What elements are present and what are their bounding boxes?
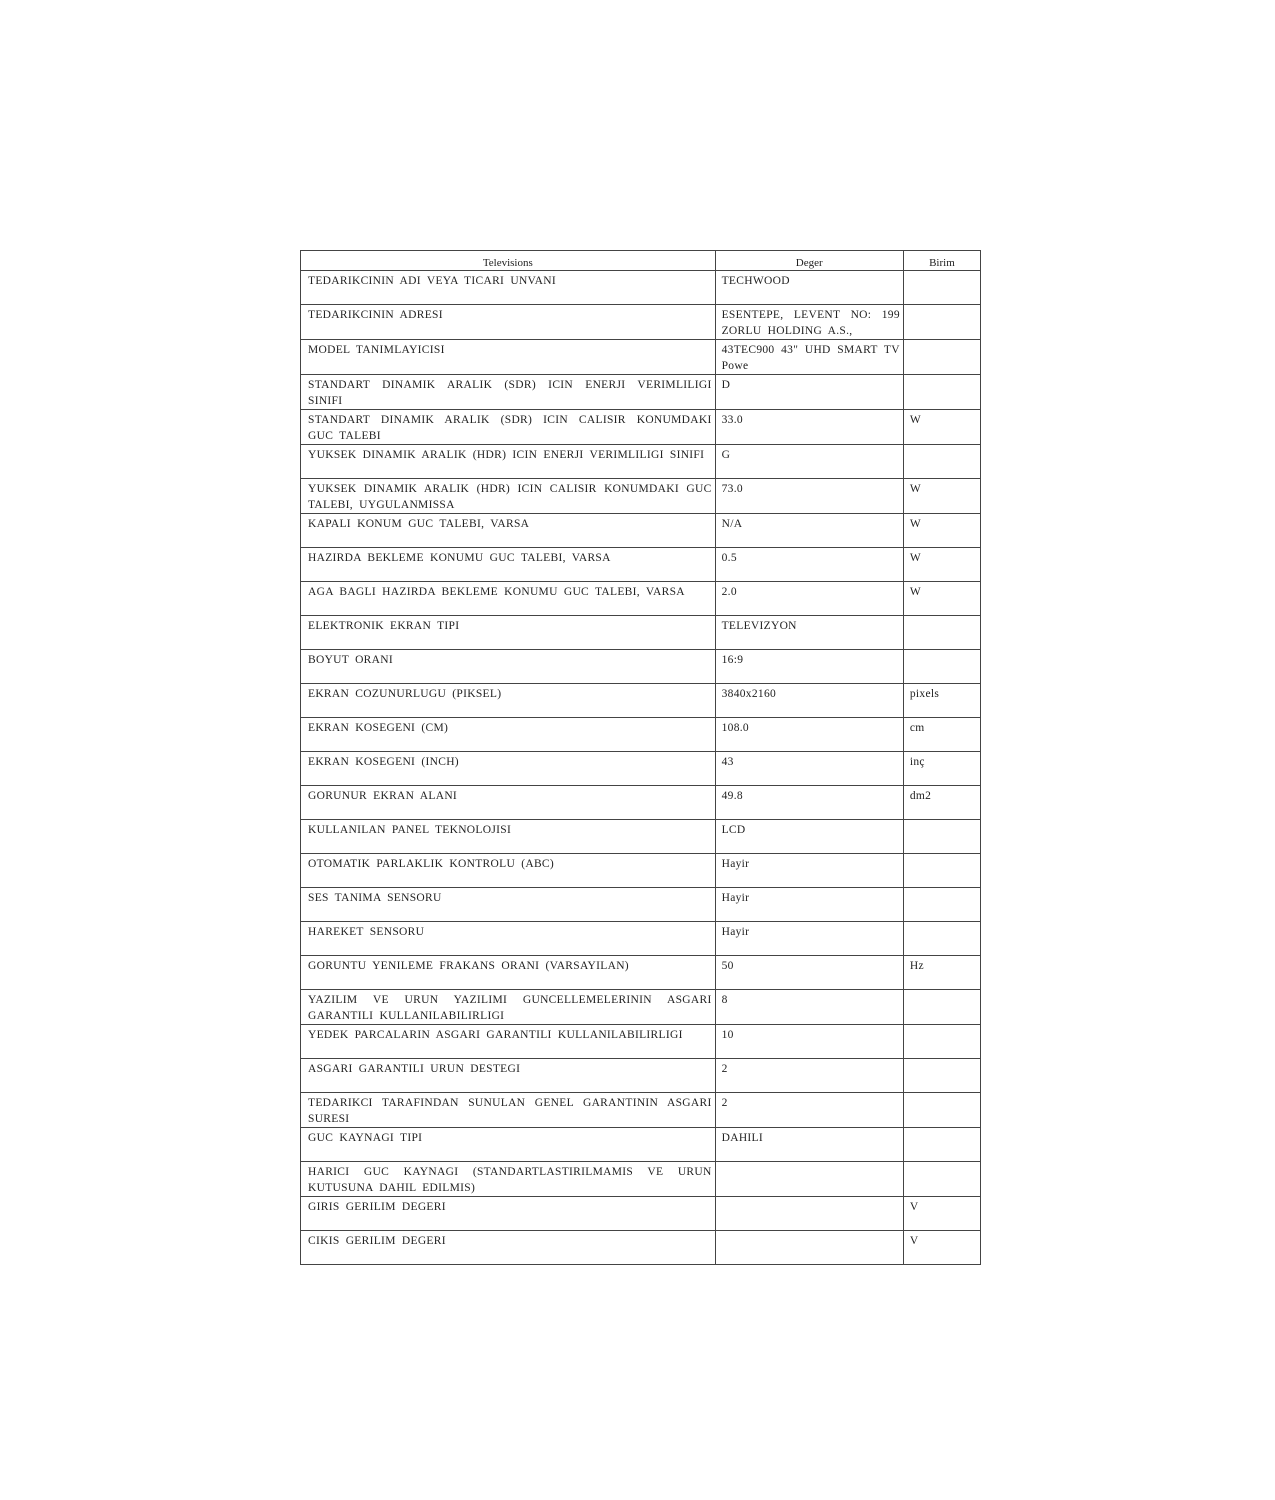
row-name: TEDARIKCI TARAFINDAN SUNULAN GENEL GARANTININ ASGARI SURESI: [308, 1097, 712, 1125]
row-value: 108.0: [721, 722, 749, 734]
row-name: HAZIRDA BEKLEME KONUMU GUC TALEBI, VARSA: [308, 552, 611, 564]
row-name: TEDARIKCININ ADI VEYA TICARI UNVANI: [308, 275, 557, 287]
row-value: LCD: [721, 824, 746, 836]
row-value: ESENTEPE, LEVENT NO: 199 ZORLU HOLDING A.S.,: [721, 309, 900, 337]
row-name: YEDEK PARCALARIN ASGARI GARANTILI KULLANILABILIRLIGI: [308, 1029, 683, 1041]
row-name: KULLANILAN PANEL TEKNOLOJISI: [308, 824, 512, 836]
row-name-cell: [301, 514, 716, 548]
row-value-cell: [715, 340, 903, 375]
row-unit: [904, 445, 980, 447]
row-value-cell: [715, 820, 903, 854]
row-value-cell: [715, 888, 903, 922]
row-unit: [904, 1162, 980, 1164]
row-value: 2: [721, 1097, 728, 1109]
row-name-cell: [301, 990, 716, 1025]
row-unit-cell: [903, 888, 980, 922]
table-row: [301, 1231, 981, 1265]
table-row: [301, 956, 981, 990]
row-name: EKRAN KOSEGENI (CM): [308, 722, 449, 734]
row-value: G: [721, 449, 731, 461]
row-unit-cell: [903, 956, 980, 990]
row-name: KAPALI KONUM GUC TALEBI, VARSA: [308, 518, 530, 530]
row-value-cell: [715, 650, 903, 684]
row-unit-cell: [903, 752, 980, 786]
row-unit: cm: [909, 722, 925, 734]
row-unit: [904, 271, 980, 273]
row-unit: [904, 888, 980, 890]
row-value-cell: [715, 1162, 903, 1197]
table-row: [301, 1093, 981, 1128]
row-value-cell: [715, 479, 903, 514]
row-value-cell: [715, 410, 903, 445]
product-info-table: [300, 250, 981, 1265]
row-name: YAZILIM VE URUN YAZILIMI GUNCELLEMELERININ ASGARI GARANTILI KULLANILABILIRLIGI: [308, 994, 712, 1022]
table-row: [301, 582, 981, 616]
row-unit-cell: [903, 548, 980, 582]
row-unit-cell: [903, 1059, 980, 1093]
row-value-cell: [715, 548, 903, 582]
row-unit-cell: [903, 271, 980, 305]
table-row: [301, 718, 981, 752]
table-row: [301, 1162, 981, 1197]
row-value: Hayir: [721, 858, 750, 870]
row-value: D: [721, 379, 731, 391]
row-name: STANDART DINAMIK ARALIK (SDR) ICIN ENERJI VERIMLILIGI SINIFI: [308, 379, 712, 407]
table-row: [301, 1197, 981, 1231]
table-header: [301, 251, 981, 271]
table-row: [301, 375, 981, 410]
row-name: HARICI GUC KAYNAGI (STANDARTLASTIRILMAMIS VE URUN KUTUSUNA DAHIL EDILMIS): [308, 1166, 712, 1194]
table-row: [301, 1025, 981, 1059]
row-unit: [904, 616, 980, 618]
row-unit: pixels: [909, 688, 940, 700]
row-name: YUKSEK DINAMIK ARALIK (HDR) ICIN ENERJI VERIMLILIGI SINIFI: [308, 449, 705, 461]
row-unit-cell: [903, 305, 980, 340]
row-value: [716, 1162, 903, 1164]
row-unit: [904, 820, 980, 822]
row-name: CIKIS GERILIM DEGERI: [308, 1235, 446, 1247]
row-value: [716, 1197, 903, 1199]
row-value: DAHILI: [721, 1132, 764, 1144]
row-value: [716, 1231, 903, 1233]
row-value: Hayir: [721, 892, 750, 904]
row-name-cell: [301, 305, 716, 340]
table-row: [301, 1059, 981, 1093]
row-name: EKRAN COZUNURLUGU (PIKSEL): [308, 688, 502, 700]
row-name: SES TANIMA SENSORU: [308, 892, 442, 904]
row-name: GUC KAYNAGI TIPI: [308, 1132, 423, 1144]
row-value: 2: [721, 1063, 728, 1075]
row-unit-cell: [903, 718, 980, 752]
header-televisions: Televisions: [301, 251, 716, 271]
row-unit: W: [909, 552, 922, 564]
row-value-cell: [715, 956, 903, 990]
row-unit-cell: [903, 786, 980, 820]
row-unit-cell: [903, 582, 980, 616]
table-row: [301, 514, 981, 548]
table-row: [301, 479, 981, 514]
row-unit: [904, 1093, 980, 1095]
row-unit: dm2: [909, 790, 932, 802]
row-value-cell: [715, 786, 903, 820]
table-row: [301, 445, 981, 479]
row-unit: [904, 375, 980, 377]
row-unit: [904, 340, 980, 342]
row-value-cell: [715, 922, 903, 956]
row-name-cell: [301, 922, 716, 956]
row-name: AGA BAGLI HAZIRDA BEKLEME KONUMU GUC TALEBI, VARSA: [308, 586, 685, 598]
row-value-cell: [715, 582, 903, 616]
row-value: TELEVIZYON: [721, 620, 797, 632]
row-value: 3840x2160: [721, 688, 777, 700]
row-name: GIRIS GERILIM DEGERI: [308, 1201, 446, 1213]
row-unit-cell: [903, 1093, 980, 1128]
row-value: 16:9: [721, 654, 744, 666]
row-value-cell: [715, 375, 903, 410]
row-value-cell: [715, 445, 903, 479]
row-unit-cell: [903, 820, 980, 854]
row-value: 0.5: [721, 552, 737, 564]
row-name-cell: [301, 956, 716, 990]
row-name-cell: [301, 854, 716, 888]
table-row: [301, 786, 981, 820]
table-row: [301, 922, 981, 956]
table-row: [301, 1128, 981, 1162]
table-body: [301, 271, 981, 1265]
row-value-cell: [715, 616, 903, 650]
row-unit-cell: [903, 650, 980, 684]
row-name-cell: [301, 548, 716, 582]
row-value: 43TEC900 43" UHD SMART TV Powe: [721, 344, 900, 372]
row-name-cell: [301, 1128, 716, 1162]
row-unit: W: [909, 414, 922, 426]
row-name-cell: [301, 718, 716, 752]
row-unit: [904, 1025, 980, 1027]
row-name: OTOMATIK PARLAKLIK KONTROLU (ABC): [308, 858, 555, 870]
row-value-cell: [715, 1128, 903, 1162]
table-row: [301, 305, 981, 340]
row-name-cell: [301, 1197, 716, 1231]
row-unit-cell: [903, 1197, 980, 1231]
header-deger: Deger: [715, 251, 903, 271]
row-name: STANDART DINAMIK ARALIK (SDR) ICIN CALISIR KONUMDAKI GUC TALEBI: [308, 414, 712, 442]
row-name-cell: [301, 616, 716, 650]
row-unit: Hz: [909, 960, 924, 972]
row-name-cell: [301, 786, 716, 820]
row-name-cell: [301, 410, 716, 445]
row-unit-cell: [903, 990, 980, 1025]
table-row: [301, 616, 981, 650]
row-name-cell: [301, 820, 716, 854]
row-unit-cell: [903, 854, 980, 888]
row-name-cell: [301, 1162, 716, 1197]
row-value-cell: [715, 1231, 903, 1265]
row-name-cell: [301, 445, 716, 479]
row-name-cell: [301, 582, 716, 616]
row-unit: W: [909, 518, 922, 530]
row-name-cell: [301, 752, 716, 786]
row-unit: [904, 854, 980, 856]
row-name: GORUNUR EKRAN ALANI: [308, 790, 458, 802]
row-value-cell: [715, 990, 903, 1025]
row-value-cell: [715, 752, 903, 786]
row-value-cell: [715, 854, 903, 888]
row-value: TECHWOOD: [721, 275, 790, 287]
row-value-cell: [715, 271, 903, 305]
row-name: GORUNTU YENILEME FRAKANS ORANI (VARSAYILAN): [308, 960, 629, 972]
row-unit: [904, 1059, 980, 1061]
row-unit-cell: [903, 1162, 980, 1197]
row-unit: V: [909, 1201, 919, 1213]
row-name-cell: [301, 888, 716, 922]
row-name: BOYUT ORANI: [308, 654, 393, 666]
table-row: [301, 752, 981, 786]
row-value-cell: [715, 718, 903, 752]
row-unit-cell: [903, 616, 980, 650]
row-name: TEDARIKCININ ADRESI: [308, 309, 443, 321]
row-value-cell: [715, 514, 903, 548]
row-name: EKRAN KOSEGENI (INCH): [308, 756, 459, 768]
row-name-cell: [301, 479, 716, 514]
row-name: YUKSEK DINAMIK ARALIK (HDR) ICIN CALISIR KONUMDAKI GUC TALEBI, UYGULANMISSA: [308, 483, 712, 511]
row-unit: [904, 922, 980, 924]
row-unit-cell: [903, 1128, 980, 1162]
header-birim: Birim: [903, 251, 980, 271]
table-row: [301, 854, 981, 888]
table-row: [301, 548, 981, 582]
row-name-cell: [301, 650, 716, 684]
row-value-cell: [715, 1197, 903, 1231]
row-value: 43: [721, 756, 734, 768]
row-unit: W: [909, 586, 922, 598]
row-unit: inç: [909, 756, 925, 768]
row-value-cell: [715, 1059, 903, 1093]
table-row: [301, 990, 981, 1025]
row-name-cell: [301, 684, 716, 718]
row-unit: W: [909, 483, 922, 495]
row-name-cell: [301, 271, 716, 305]
table-row: [301, 820, 981, 854]
row-unit-cell: [903, 479, 980, 514]
row-unit-cell: [903, 922, 980, 956]
row-name: MODEL TANIMLAYICISI: [308, 344, 445, 356]
row-unit: [904, 305, 980, 307]
row-value: 8: [721, 994, 728, 1006]
row-unit: V: [909, 1235, 919, 1247]
row-unit-cell: [903, 1025, 980, 1059]
row-value: Hayir: [721, 926, 750, 938]
row-unit-cell: [903, 1231, 980, 1265]
row-name-cell: [301, 1059, 716, 1093]
table-row: [301, 650, 981, 684]
table-row: [301, 271, 981, 305]
row-value-cell: [715, 305, 903, 340]
row-unit: [904, 650, 980, 652]
row-name-cell: [301, 1231, 716, 1265]
row-name-cell: [301, 340, 716, 375]
row-value: 10: [721, 1029, 734, 1041]
row-unit-cell: [903, 375, 980, 410]
row-value: 49.8: [721, 790, 743, 802]
row-name: ELEKTRONIK EKRAN TIPI: [308, 620, 460, 632]
row-value: 50: [721, 960, 734, 972]
table-row: [301, 684, 981, 718]
row-unit-cell: [903, 410, 980, 445]
row-value: N/A: [721, 518, 743, 530]
row-name: HAREKET SENSORU: [308, 926, 425, 938]
row-value: 33.0: [721, 414, 743, 426]
row-unit-cell: [903, 445, 980, 479]
row-value-cell: [715, 1093, 903, 1128]
spec-sheet: [300, 250, 981, 1265]
row-name-cell: [301, 375, 716, 410]
row-name-cell: [301, 1025, 716, 1059]
row-value: 73.0: [721, 483, 743, 495]
row-name-cell: [301, 1093, 716, 1128]
row-unit: [904, 1128, 980, 1130]
row-value-cell: [715, 684, 903, 718]
row-value-cell: [715, 1025, 903, 1059]
row-value: 2.0: [721, 586, 737, 598]
table-row: [301, 340, 981, 375]
row-unit-cell: [903, 684, 980, 718]
row-unit: [904, 990, 980, 992]
table-row: [301, 888, 981, 922]
header-row: [301, 251, 981, 271]
row-unit-cell: [903, 340, 980, 375]
row-unit-cell: [903, 514, 980, 548]
row-name: ASGARI GARANTILI URUN DESTEGI: [308, 1063, 521, 1075]
table-row: [301, 410, 981, 445]
